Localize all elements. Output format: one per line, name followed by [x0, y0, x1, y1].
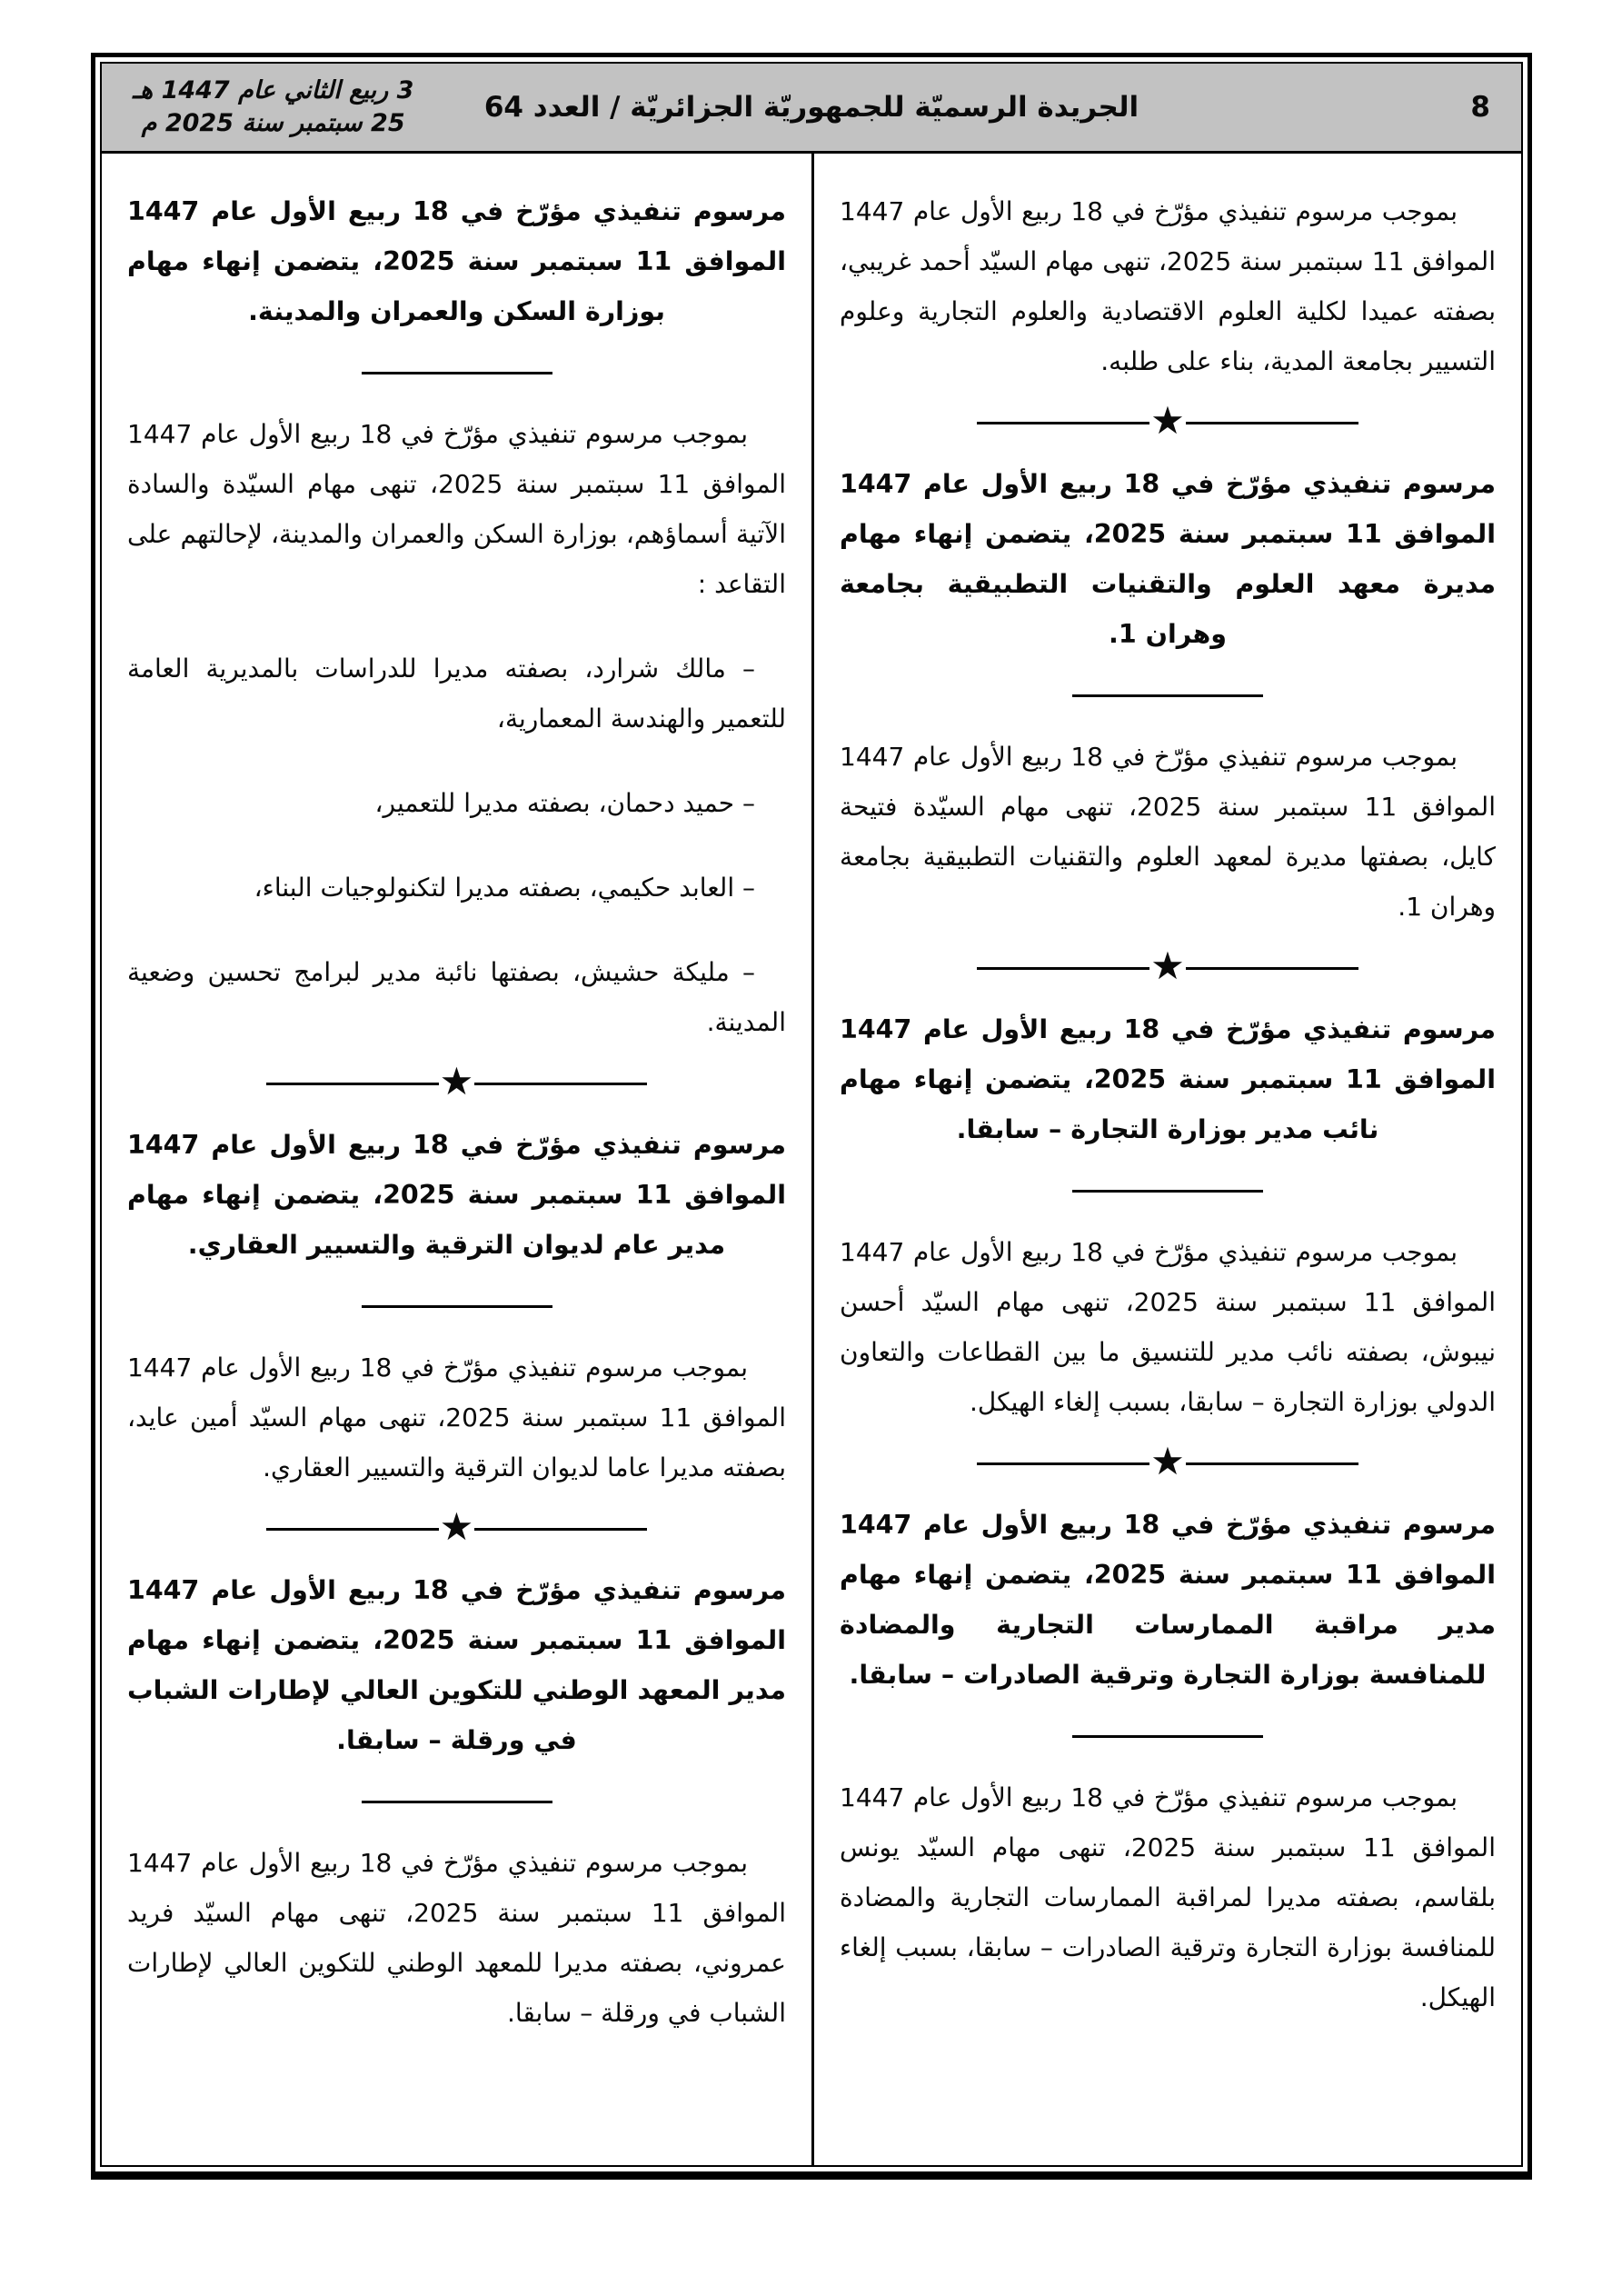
masthead-dates [133, 75, 413, 140]
decree-paragraph: بموجب مرسوم تنفيذي مؤرّخ في 18 ربيع الأول عام 1447 الموافق 11 سبتمبر سنة 2025، تنهى مهام السيّد أحمد غريبي، بصفته عميدا لكلية العلوم الاقتصادية والعلوم التجارية وعلوم التسيير بجامعة المدية، بناء على طلبه. [840, 196, 1496, 376]
separator-rule [266, 1083, 439, 1085]
star-separator [840, 398, 1496, 443]
separator-rule [977, 1462, 1149, 1465]
separator-rule [977, 422, 1149, 424]
column-left [102, 154, 811, 2165]
list-item: – مليكة حشيش، بصفتها نائبة مدير لبرامج تحسين وضعية المدينة. [127, 957, 786, 1037]
column-right [811, 154, 1521, 2165]
star-icon: ★ [1150, 943, 1185, 988]
separator-rule [362, 1305, 552, 1308]
page-number: 8 [1470, 91, 1490, 124]
decree-paragraph: بموجب مرسوم تنفيذي مؤرّخ في 18 ربيع الأول عام 1447 الموافق 11 سبتمبر سنة 2025، تنهى مهام السيّد أحسن نيبوش، بصفته نائب مدير للتنسيق ما بين القطاعات والتعاون الدولي بوزارة التجارة – سابقا، بسبب إلغاء الهيكل. [840, 1237, 1496, 1417]
star-icon: ★ [439, 1059, 474, 1103]
separator-rule [977, 967, 1149, 970]
separator-rule [1186, 1462, 1358, 1465]
decree-heading: مرسوم تنفيذي مؤرّخ في 18 ربيع الأول عام 1447 الموافق 11 سبتمبر سنة 2025، يتضمن إنهاء مهام مدير المعهد الوطني للتكوين العالي لإطارات الشباب في ورقلة – سابقا. [127, 1575, 786, 1755]
separator-rule [1072, 694, 1263, 697]
decree-paragraph: بموجب مرسوم تنفيذي مؤرّخ في 18 ربيع الأول عام 1447 الموافق 11 سبتمبر سنة 2025، تنهى مهام السيّدة والسادة الآتية أسماؤهم، بوزارة السكن والعمران والمدينة، لإحالتهم على التقاعد : [127, 419, 786, 599]
page-inner-frame [100, 62, 1523, 2167]
decree-paragraph: بموجب مرسوم تنفيذي مؤرّخ في 18 ربيع الأول عام 1447 الموافق 11 سبتمبر سنة 2025، تنهى مهام السيّد أمين عايد، بصفته مديرا عاما لديوان الترقية والتسيير العقاري. [127, 1353, 786, 1482]
line-separator [840, 677, 1496, 714]
gregorian-date: 25 سبتمبر سنة 2025 م [141, 109, 405, 137]
content-area [102, 154, 1521, 2165]
line-separator [127, 1783, 786, 1820]
hijri-date: 3 ربيع الثاني عام 1447 هـ [133, 76, 414, 105]
star-icon: ★ [1150, 398, 1185, 443]
decree-paragraph: بموجب مرسوم تنفيذي مؤرّخ في 18 ربيع الأول عام 1447 الموافق 11 سبتمبر سنة 2025، تنهى مهام السيّد فريد عمروني، بصفته مديرا للمعهد الوطني للتكوين العالي لإطارات الشباب في ورقلة – سابقا. [127, 1848, 786, 2028]
separator-rule [1186, 422, 1358, 424]
separator-rule [474, 1083, 647, 1085]
line-separator [127, 354, 786, 391]
decree-heading: مرسوم تنفيذي مؤرّخ في 18 ربيع الأول عام 1447 الموافق 11 سبتمبر سنة 2025، يتضمن إنهاء مهام نائب مدير بوزارة التجارة – سابقا. [840, 1014, 1496, 1144]
list-item: – العابد حكيمي، بصفته مديرا لتكنولوجيات البناء، [254, 873, 755, 903]
separator-rule [362, 1801, 552, 1803]
decree-heading: مرسوم تنفيذي مؤرّخ في 18 ربيع الأول عام 1447 الموافق 11 سبتمبر سنة 2025، يتضمن إنهاء مهام مديرة معهد العلوم والتقنيات التطبيقية بجامعة وهران 1. [840, 469, 1496, 649]
decree-paragraph: بموجب مرسوم تنفيذي مؤرّخ في 18 ربيع الأول عام 1447 الموافق 11 سبتمبر سنة 2025، تنهى مهام السيّدة فتيحة كايل، بصفتها مديرة لمعهد العلوم والتقنيات التطبيقية بجامعة وهران 1. [840, 742, 1496, 922]
line-separator [840, 1718, 1496, 1754]
list-item: – مالك شرارد، بصفته مديرا للدراسات بالمديرية العامة للتعمير والهندسة المعمارية، [127, 654, 786, 734]
decree-paragraph: بموجب مرسوم تنفيذي مؤرّخ في 18 ربيع الأول عام 1447 الموافق 11 سبتمبر سنة 2025، تنهى مهام السيّد يونس بلقاسم، بصفته مديرا لمراقبة الممارسات التجارية والمضادة للمنافسة بوزارة التجارة وترقية الصادرات – سابقا، بسبب إلغاء الهيكل. [840, 1782, 1496, 2012]
page-frame [91, 53, 1532, 2180]
list-item: – حميد دحمان، بصفته مديرا للتعمير، [374, 788, 755, 818]
separator-rule [1072, 1190, 1263, 1193]
masthead [102, 64, 1521, 154]
separator-rule [474, 1528, 647, 1531]
decree-heading: مرسوم تنفيذي مؤرّخ في 18 ربيع الأول عام 1447 الموافق 11 سبتمبر سنة 2025، يتضمن إنهاء مهام مدير مراقبة الممارسات التجارية والمضادة للمنافسة بوزارة التجارة وترقية الصادرات – سابقا. [840, 1510, 1496, 1690]
star-separator [840, 1439, 1496, 1483]
separator-rule [1186, 967, 1358, 970]
decree-heading: مرسوم تنفيذي مؤرّخ في 18 ربيع الأول عام 1447 الموافق 11 سبتمبر سنة 2025، يتضمن إنهاء مهام مدير عام لديوان الترقية والتسيير العقاري. [127, 1130, 786, 1260]
decree-heading: مرسوم تنفيذي مؤرّخ في 18 ربيع الأول عام 1447 الموافق 11 سبتمبر سنة 2025، يتضمن إنهاء مهام بوزارة السكن والعمران والمدينة. [127, 196, 786, 326]
line-separator [840, 1173, 1496, 1209]
line-separator [127, 1288, 786, 1324]
star-icon: ★ [439, 1504, 474, 1549]
star-separator [127, 1504, 786, 1549]
star-icon: ★ [1150, 1439, 1185, 1483]
separator-rule [266, 1528, 439, 1531]
star-separator [127, 1059, 786, 1103]
separator-rule [1072, 1735, 1263, 1738]
separator-rule [362, 372, 552, 374]
masthead-title: الجريدة الرسميّة للجمهوريّة الجزائريّة / العدد 64 [483, 91, 1139, 124]
star-separator [840, 943, 1496, 988]
